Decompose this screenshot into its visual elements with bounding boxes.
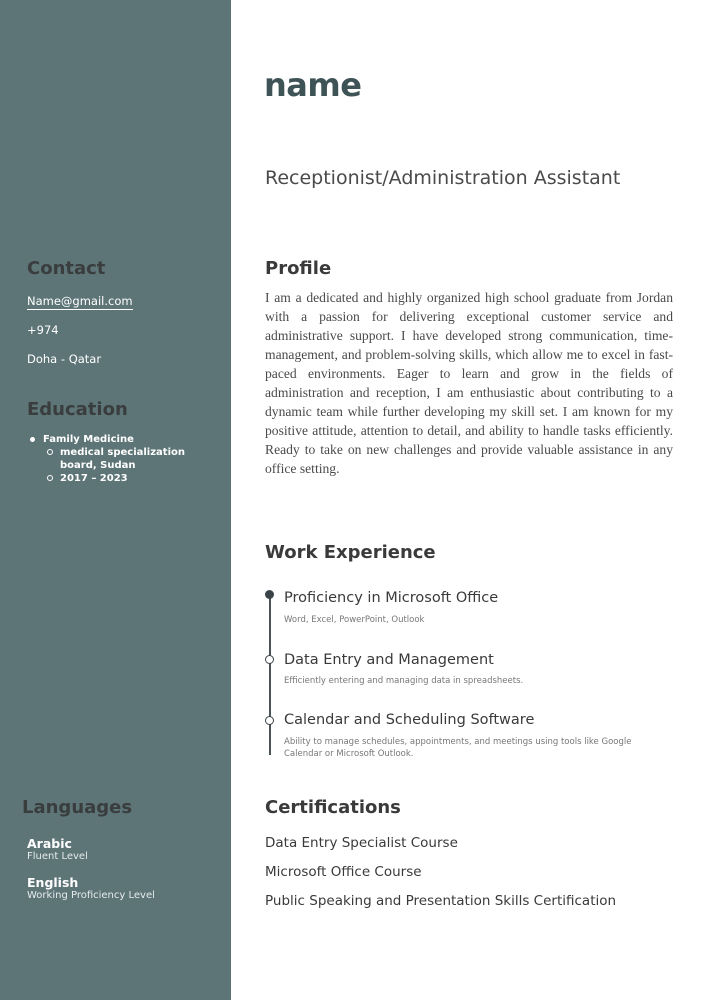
certifications-heading: Certifications (265, 797, 401, 818)
job-title: Receptionist/Administration Assistant (265, 167, 621, 189)
language-name: English (27, 875, 79, 890)
certification-item: Data Entry Specialist Course (265, 835, 458, 851)
certification-item: Public Speaking and Presentation Skills Certification (265, 893, 617, 909)
timeline-dot-icon (265, 716, 274, 725)
timeline-line (269, 595, 271, 755)
education-heading: Education (27, 399, 128, 420)
contact-location: Doha - Qatar (27, 352, 102, 366)
education-institution: medical specialization board, Sudan (60, 447, 185, 471)
education-degree: Family Medicine (43, 434, 134, 445)
contact-heading: Contact (27, 258, 106, 279)
certification-item: Microsoft Office Course (265, 864, 422, 880)
experience-description: Ability to manage schedules, appointments, and meetings using tools like Google Calendar or Microsoft Outlook. (284, 737, 632, 759)
contact-email-link[interactable]: Name@gmail.com (27, 294, 133, 308)
language-name: Arabic (27, 836, 72, 851)
education-subitem (27, 472, 222, 485)
education-subitem (27, 446, 222, 472)
circle-bullet-icon (47, 449, 53, 455)
timeline-dot-icon (265, 655, 274, 664)
profile-heading: Profile (265, 258, 332, 279)
contact-phone: +974 (27, 323, 59, 337)
education-list (27, 433, 222, 485)
experience-title: Calendar and Scheduling Software (284, 712, 535, 728)
experience-title: Proficiency in Microsoft Office (284, 590, 499, 606)
experience-description: Word, Excel, PowerPoint, Outlook (284, 615, 425, 625)
language-level: Fluent Level (27, 851, 88, 862)
timeline-dot-icon (265, 590, 274, 599)
experience-title: Data Entry and Management (284, 652, 494, 668)
profile-text: I am a dedicated and highly organized high school graduate from Jordan with a passion for delivering exceptional customer service and administrative support. I have developed strong communication, time-management, and problem-solving skills, which allow me to excel in fast-paced environments. Eager to learn and grow in the fields of administration and reception, I am enthusiastic about contributing to a dynamic team while further developing my skill set. I am known for my positive attitude, attention to detail, and ability to handle tasks efficiently. Ready to take on new challenges and provide valuable assistance in any office setting. (265, 290, 673, 476)
language-level: Working Proficiency Level (27, 890, 155, 901)
candidate-name: name (264, 66, 362, 104)
sidebar (0, 0, 231, 1000)
experience-description: Efficiently entering and managing data in spreadsheets. (284, 676, 524, 686)
circle-bullet-icon (47, 475, 53, 481)
education-years: 2017 – 2023 (60, 473, 128, 484)
languages-heading: Languages (22, 797, 133, 818)
work-experience-heading: Work Experience (265, 542, 436, 563)
bullet-icon (30, 437, 35, 442)
education-item (27, 433, 222, 446)
